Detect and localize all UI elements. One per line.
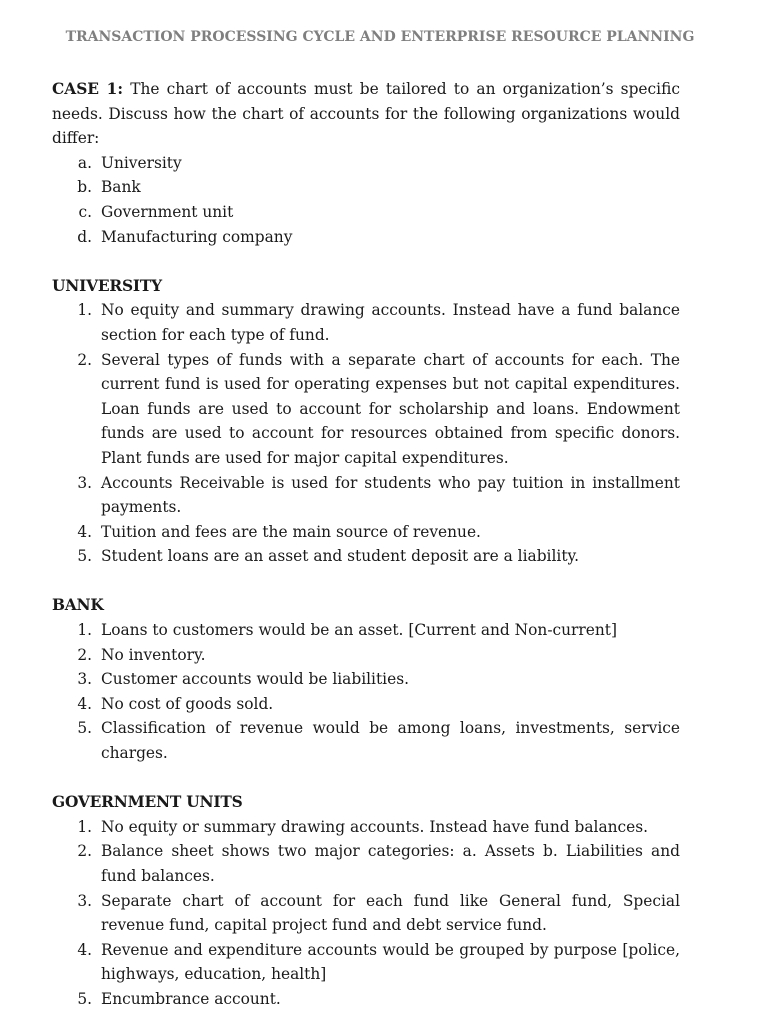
case-paragraph	[52, 77, 680, 151]
organization-list	[52, 151, 680, 249]
list-marker: 5.	[77, 719, 92, 738]
list-marker: c.	[78, 202, 92, 221]
list-item	[52, 151, 680, 176]
section-heading: GOVERNMENT UNITS	[52, 793, 243, 812]
list-item	[52, 667, 680, 692]
list-item	[52, 692, 680, 717]
case-text: The chart of accounts must be tailored to an organization’s specific needs. Discuss how the chart of accounts for the following organizations would differ:	[52, 80, 680, 148]
list-item-text: Bank	[101, 178, 141, 197]
list-item	[52, 815, 680, 840]
list-marker: 5.	[77, 989, 92, 1008]
list-marker: 3.	[77, 670, 92, 689]
section-heading: UNIVERSITY	[52, 276, 162, 295]
list-item	[52, 520, 680, 545]
list-marker: 1.	[77, 621, 92, 640]
list-marker: 2.	[77, 842, 92, 861]
list-item	[52, 298, 680, 347]
list-item	[52, 938, 680, 987]
list-item-text: Balance sheet shows two major categories: a. Assets b. Liabilities and fund balances.	[101, 842, 680, 885]
list-marker: 2.	[77, 350, 92, 369]
list-item-text: No equity and summary drawing accounts. Instead have a fund balance section for each type of fund.	[101, 301, 680, 344]
list-marker: 5.	[77, 547, 92, 566]
running-header: TRANSACTION PROCESSING CYCLE AND ENTERPRISE RESOURCE PLANNING	[65, 29, 695, 45]
list-item	[52, 716, 680, 765]
list-item-text: Tuition and fees are the main source of revenue.	[101, 522, 481, 541]
list-marker: 3.	[77, 473, 92, 492]
section-heading: BANK	[52, 596, 104, 615]
list-item-text: No cost of goods sold.	[101, 694, 274, 713]
list-item-text: Loans to customers would be an asset. [Current and Non-current]	[101, 621, 617, 640]
list-marker: 4.	[77, 694, 92, 713]
spacer	[52, 569, 680, 594]
list-item	[52, 889, 680, 938]
list-item	[52, 643, 680, 668]
list-marker: 1.	[77, 817, 92, 836]
section-list	[52, 618, 680, 766]
section-bank	[52, 593, 680, 765]
section-university	[52, 274, 680, 569]
section-government-units	[52, 790, 680, 1011]
list-marker: 4.	[77, 940, 92, 959]
list-item	[52, 987, 680, 1012]
list-item-text: No inventory.	[101, 645, 206, 664]
list-marker: d.	[77, 227, 92, 246]
list-item-text: Manufacturing company	[101, 227, 293, 246]
list-item	[52, 348, 680, 471]
list-item-text: Revenue and expenditure accounts would be grouped by purpose [police, highways, education, health]	[101, 940, 680, 984]
section-list	[52, 298, 680, 569]
list-item	[52, 175, 680, 200]
case-label: CASE 1:	[52, 80, 124, 98]
list-item-text: No equity or summary drawing accounts. Instead have fund balances.	[101, 817, 649, 836]
list-item	[52, 471, 680, 520]
list-item-text: Customer accounts would be liabilities.	[101, 670, 409, 689]
list-item-text: University	[101, 153, 182, 172]
document-body	[52, 77, 680, 1012]
list-marker: b.	[77, 178, 92, 197]
list-marker: 3.	[77, 891, 92, 910]
spacer	[52, 766, 680, 791]
list-item-text: Government unit	[101, 202, 234, 221]
list-item	[52, 839, 680, 888]
list-marker: 2.	[77, 645, 92, 664]
section-list	[52, 815, 680, 1012]
list-item	[52, 544, 680, 569]
list-marker: 4.	[77, 522, 92, 541]
list-item-text: Classification of revenue would be among loans, investments, service charges.	[101, 719, 680, 763]
list-item-text: Separate chart of account for each fund like General fund, Special revenue fund, capital project fund and debt service fund.	[101, 891, 680, 935]
list-marker: 1.	[77, 301, 92, 320]
list-item	[52, 225, 680, 250]
list-item	[52, 200, 680, 225]
list-marker: a.	[77, 153, 92, 172]
list-item-text: Several types of funds with a separate chart of accounts for each. The current fund is used for operating expenses but not capital expenditures. Loan funds are used to account for scholarship and loans. Endowment funds are used to account for resources obtained from specific donors. Plant funds are used for major capital expenditures.	[101, 350, 680, 467]
list-item	[52, 618, 680, 643]
list-item-text: Accounts Receivable is used for students who pay tuition in installment payments.	[101, 473, 680, 517]
list-item-text: Student loans are an asset and student deposit are a liability.	[101, 547, 580, 566]
spacer	[52, 249, 680, 274]
list-item-text: Encumbrance account.	[101, 989, 281, 1008]
